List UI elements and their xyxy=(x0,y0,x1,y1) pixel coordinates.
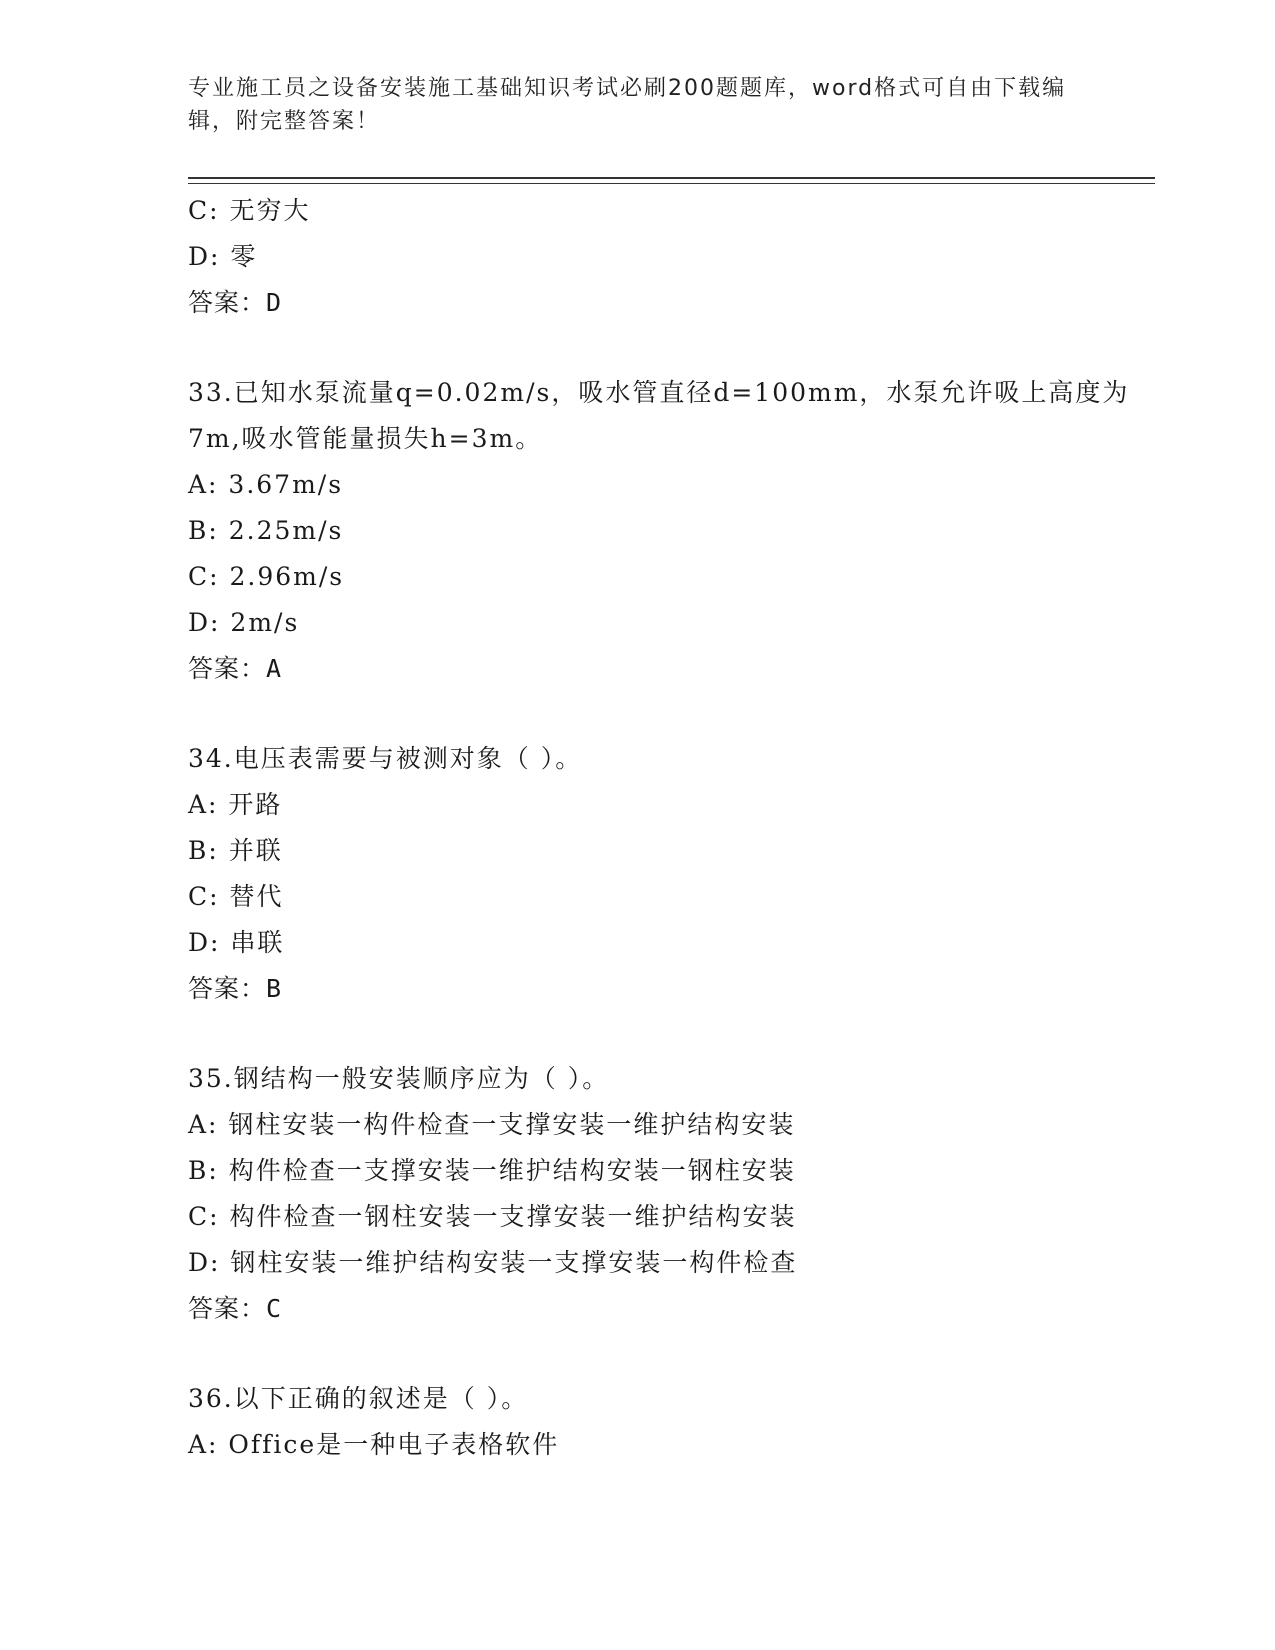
answer-line xyxy=(188,1286,1148,1332)
option-b: B: 并联 xyxy=(188,836,283,865)
option-c: C: 2.96m/s xyxy=(188,562,345,591)
header-rule-thin xyxy=(188,183,1155,184)
question-stem: 36.以下正确的叙述是（ ）。 xyxy=(188,1384,529,1413)
option-c: C: 无穷大 xyxy=(188,196,311,225)
answer-label: 答案： xyxy=(188,1294,267,1323)
option-a: A: 钢柱安装一构件检查一支撑安装一维护结构安装 xyxy=(188,1110,796,1139)
answer-value: D xyxy=(266,288,283,317)
question-stem: 33.已知水泵流量q=0.02m/s，吸水管直径d=100mm，水泵允许吸上高度为7m,吸水管能量损失h=3m。 xyxy=(188,378,1130,453)
option-b: B: 构件检查一支撑安装一维护结构安装一钢柱安装 xyxy=(188,1156,796,1185)
answer-value: A xyxy=(266,654,283,683)
answer-value: C xyxy=(266,1294,283,1323)
question-continued xyxy=(188,188,1148,326)
answer-value: B xyxy=(266,974,283,1003)
option-c: C: 替代 xyxy=(188,882,284,911)
question-34 xyxy=(188,736,1148,1012)
question-stem: 34.电压表需要与被测对象（ ）。 xyxy=(188,744,583,773)
answer-line xyxy=(188,966,1148,1012)
option-a: A: Office是一种电子表格软件 xyxy=(188,1430,560,1459)
answer-line xyxy=(188,280,1148,326)
option-c: C: 构件检查一钢柱安装一支撑安装一维护结构安装 xyxy=(188,1202,797,1231)
answer-label: 答案： xyxy=(188,974,267,1003)
option-b: B: 2.25m/s xyxy=(188,516,344,545)
question-33 xyxy=(188,370,1148,692)
question-35 xyxy=(188,1056,1148,1332)
question-36 xyxy=(188,1376,1148,1468)
answer-line xyxy=(188,646,1148,692)
option-d: D: 串联 xyxy=(188,928,285,957)
document-header: 专业施工员之设备安装施工基础知识考试必刷200题题库，word格式可自由下载编辑，附完整答案！ xyxy=(188,76,1067,134)
answer-label: 答案： xyxy=(188,654,267,683)
answer-label: 答案： xyxy=(188,288,267,317)
question-stem: 35.钢结构一般安装顺序应为（ ）。 xyxy=(188,1064,610,1093)
question-list xyxy=(188,188,1148,1468)
option-d: D: 零 xyxy=(188,242,258,271)
option-d: D: 2m/s xyxy=(188,608,300,637)
header-rule-thick xyxy=(188,177,1155,179)
option-a: A: 开路 xyxy=(188,790,283,819)
option-a: A: 3.67m/s xyxy=(188,470,344,499)
option-d: D: 钢柱安装一维护结构安装一支撑安装一构件检查 xyxy=(188,1248,798,1277)
